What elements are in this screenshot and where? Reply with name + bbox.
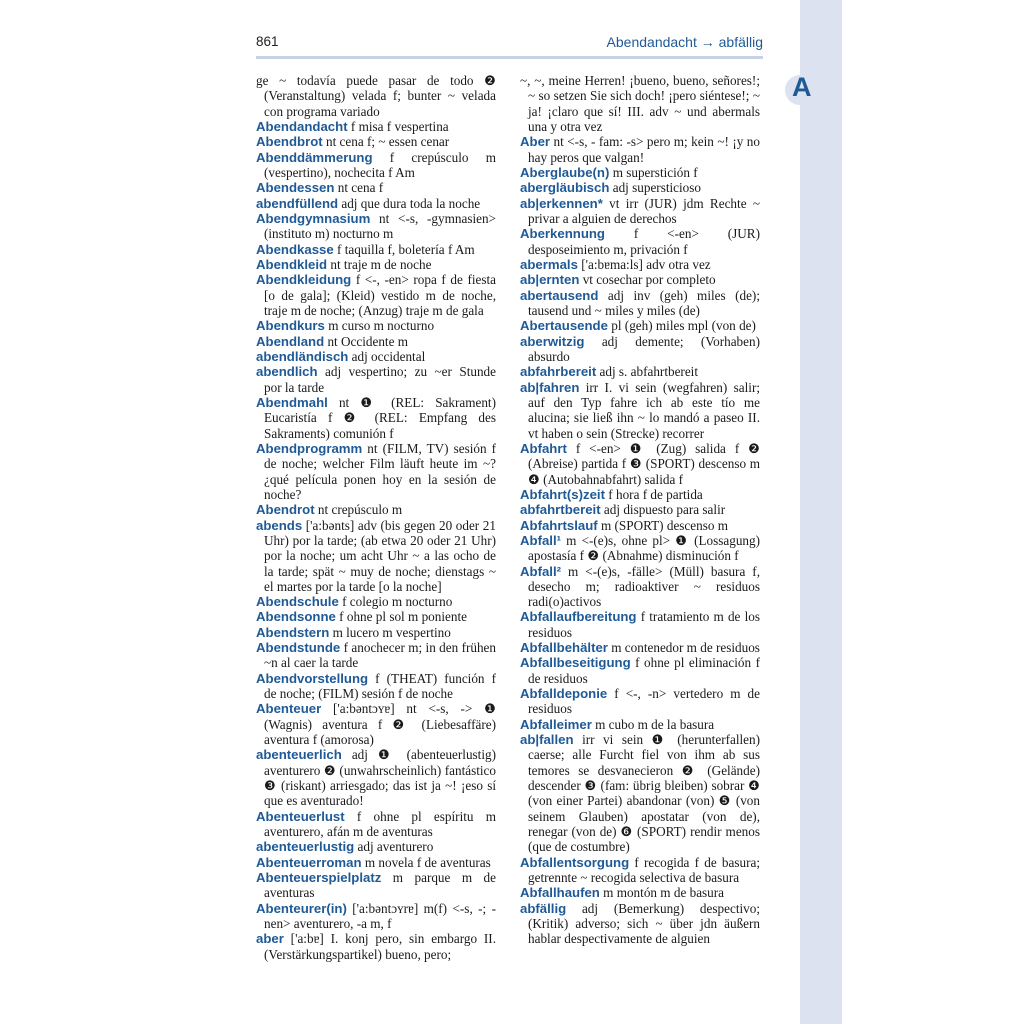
entry-definition: f anochecer m; in den frühen ~n al caer la tarde [264, 640, 496, 671]
entry-headword: ab|fallen [520, 732, 574, 748]
dictionary-entry [256, 180, 496, 195]
entry-headword: abfahrbereit [520, 364, 597, 380]
alphabet-thumb-index [800, 0, 842, 1024]
dictionary-entry [256, 855, 496, 870]
entry-headword: Abfallaufbereitung [520, 609, 637, 625]
entry-definition: adj (Bemerkung) despectivo; (Kritik) adverso; sich ~ über jdn äußern hablar despectivamente de alguien [528, 900, 760, 947]
dictionary-entry [520, 364, 760, 379]
entry-definition: adj demente; (Vorhaben) absurdo [528, 333, 760, 364]
entry-headword: aber [256, 931, 284, 947]
entry-headword: Abendbrot [256, 134, 323, 150]
dictionary-entry [256, 809, 496, 840]
entry-definition: irr vi sein ❶ (herunterfallen) caerse; alle Furcht fiel von ihm ab sus temores se desvanecieron ❷ (Gelände) descender ❸ (fam: übrig bleiben) sobrar ❹ (von einer Partei) abandonar (von) ❺ (von seinem Glauben) apostatar (von de), renegar (von de) ❻ (SPORT) rendir menos (que de costumbre) [528, 732, 760, 855]
entry-definition: adj que dura toda la noche [338, 195, 481, 211]
entry-headword: Abendandacht [256, 118, 348, 134]
entry-headword: Abfallbehälter [520, 640, 608, 656]
entry-definition: adj vespertino; zu ~er Stunde por la tarde [264, 364, 496, 395]
entry-headword: abendfüllend [256, 195, 339, 211]
entry-definition: m curso m nocturno [324, 318, 435, 334]
entry-headword: abendlich [256, 364, 318, 380]
dictionary-entry [256, 901, 496, 932]
entry-definition: nt ❶ (REL: Sakrament) Eucaristía f ❷ (REL: Empfang des Sakraments) comunión f [264, 394, 496, 441]
entry-definition: m parque m de aventuras [264, 870, 496, 901]
entry-definition: f ohne pl espíritu m aventurero, afán m de aventuras [264, 808, 496, 840]
entry-definition: nt traje m de noche [327, 256, 432, 272]
entry-headword: Abendstern [256, 624, 330, 640]
dictionary-entry [520, 288, 760, 319]
entry-headword: Abfall² [520, 563, 562, 579]
entry-definition: ['a:bɐma:ls] adv otra vez [577, 256, 711, 272]
dictionary-entry [256, 318, 496, 333]
dictionary-entry [256, 502, 496, 517]
entry-headword: ab|fahren [520, 379, 580, 395]
dictionary-entry [256, 441, 496, 502]
entry-headword: ab|erkennen* [520, 195, 603, 211]
entry-headword: Aber [520, 134, 551, 150]
dictionary-entry [520, 318, 760, 333]
dictionary-entry [520, 901, 760, 947]
entry-headword: Aberkennung [520, 226, 605, 242]
entry-definition: m contenedor m de residuos [607, 640, 760, 656]
running-head: Abendandacht → abfällig [606, 34, 763, 50]
entry-definition: m novela f de aventuras [361, 854, 491, 870]
entry-definition: f <-, -n> vertedero m de residuos [528, 686, 760, 717]
entry-headword: Abendessen [256, 180, 335, 196]
entry-definition: m lucero m vespertino [329, 624, 451, 640]
dictionary-entry [256, 518, 496, 595]
right-column [520, 73, 760, 947]
entry-headword: Abfallbeseitigung [520, 655, 631, 671]
dictionary-entry [520, 732, 760, 855]
entry-definition: f hora f de partida [605, 486, 703, 502]
dictionary-entry [520, 717, 760, 732]
dictionary-entry [520, 518, 760, 533]
dictionary-entry [256, 671, 496, 702]
entry-headword: Abendkleid [256, 256, 328, 272]
entry-definition: ~, ~, meine Herren! ¡bueno, bueno, señores!; ~ so setzen Sie sich doch! ¡pero siéntese!; ~ ja! ¡claro que sí! III. adv ~ und abermals una y otra vez [520, 73, 760, 134]
dictionary-entry [256, 334, 496, 349]
dictionary-entry [520, 134, 760, 165]
entry-headword: Abendkurs [256, 318, 325, 334]
entry-definition: f recogida f de basura; getrennte ~ recogida selectiva de basura [528, 854, 760, 886]
dictionary-entry [520, 885, 760, 900]
entry-headword: Abfallhaufen [520, 885, 600, 901]
entry-definition: adj inv (geh) miles (de); tausend und ~ miles y miles (de) [528, 287, 760, 318]
entry-definition: adj s. abfahrtbereit [596, 364, 699, 380]
entry-headword: Abendkasse [256, 241, 334, 257]
dictionary-entry [256, 242, 496, 257]
entry-headword: Abfalldeponie [520, 686, 608, 702]
entry-headword: Abfallentsorgung [520, 854, 630, 870]
entry-headword: Abfall¹ [520, 532, 562, 548]
dictionary-entry [256, 364, 496, 395]
page-number: 861 [256, 34, 279, 49]
entry-headword: Abendkleidung [256, 272, 352, 288]
dictionary-entry [520, 487, 760, 502]
dictionary-entry [256, 931, 496, 962]
entry-definition: adj dispuesto para salir [600, 502, 726, 518]
entry-definition: adj occidental [348, 348, 426, 364]
entry-definition: f crepúsculo m (vespertino), nochecita f Am [264, 149, 496, 180]
dictionary-entry [256, 625, 496, 640]
entry-definition: pl (geh) miles mpl (von de) [607, 318, 756, 334]
dictionary-entry [256, 395, 496, 441]
dictionary-entry [256, 257, 496, 272]
entry-definition: f ohne pl sol m poniente [335, 609, 467, 625]
dictionary-entry [520, 272, 760, 287]
entry-headword: Abendsonne [256, 609, 336, 625]
dictionary-entry [520, 502, 760, 517]
entry-definition: m superstición f [609, 164, 698, 180]
entry-headword: Aberglaube(n) [520, 164, 610, 180]
left-column [256, 73, 496, 962]
entry-definition: nt cena f [334, 180, 384, 196]
dictionary-entry [256, 640, 496, 671]
dictionary-entry [520, 655, 760, 686]
dictionary-entry [256, 119, 496, 134]
entry-headword: Abfahrtslauf [520, 517, 598, 533]
entry-headword: abenteuerlich [256, 747, 342, 763]
entry-definition: irr I. vi sein (wegfahren) salir; auf den Typ fahre ich ab este tío me alucina; sie ließ ihn ~ lo mandó a paseo II. vt haben o sein (Strecke) recorrer [528, 379, 760, 441]
entry-definition: nt cena f; ~ essen cenar [322, 134, 450, 150]
entry-headword: Abendstunde [256, 640, 341, 656]
dictionary-entry [520, 73, 760, 134]
entry-headword: Abfahrt(s)zeit [520, 486, 605, 502]
dictionary-entry [256, 609, 496, 624]
entry-definition: adj supersticioso [609, 180, 701, 196]
dictionary-entry [520, 855, 760, 886]
entry-headword: Abendprogramm [256, 440, 363, 456]
entry-headword: Abenteuerroman [256, 854, 362, 870]
entry-headword: Abertausende [520, 318, 608, 334]
dictionary-entry [256, 349, 496, 364]
dictionary-entry [520, 609, 760, 640]
dictionary-entry [520, 686, 760, 717]
dictionary-entry [520, 257, 760, 272]
entry-headword: abenteuerlustig [256, 839, 355, 855]
dictionary-entry [520, 180, 760, 195]
dictionary-entry [256, 701, 496, 747]
dictionary-entry [520, 564, 760, 610]
dictionary-entry [256, 594, 496, 609]
entry-headword: Abendgymnasium [256, 210, 371, 226]
entry-definition: m <-(e)s, -fälle> (Müll) basura f, desecho m; radioaktiver ~ residuos radi(o)activos [528, 563, 760, 610]
dictionary-entry [256, 196, 496, 211]
entry-headword: ab|ernten [520, 272, 580, 288]
dictionary-entry [520, 334, 760, 365]
entry-definition: nt <-s, -gymnasien> (instituto m) nocturno m [264, 210, 496, 242]
entry-definition: nt (FILM, TV) sesión f de noche; welcher Film läuft heute im ~? ¿qué película ponen hoy en la sesión de noche? [264, 440, 496, 502]
entry-definition: ['a:bəntɔʏɐ] nt <-s, -> ❶ (Wagnis) aventura f ❷ (Liebesaffäre) aventura f (amorosa) [264, 701, 496, 748]
entry-headword: Abfalleimer [520, 716, 592, 732]
entry-definition: ['a:bəntɔʏrɐ] m(f) <-s, -; -nen> aventurero, -a m, f [264, 900, 496, 932]
entry-definition: f <-en> (JUR) desposeimiento m, privación f [528, 226, 760, 257]
entry-headword: abfahrtbereit [520, 502, 601, 518]
entry-definition: ['a:bɐ] I. konj pero, sin embargo II. (Verstärkungspartikel) bueno, pero; [264, 931, 496, 962]
entry-headword: abermals [520, 256, 578, 272]
dictionary-entry [520, 196, 760, 227]
entry-definition: f taquilla f, boletería f Am [333, 241, 475, 257]
dictionary-entry [520, 226, 760, 257]
entry-definition: ['a:bənts] adv (bis gegen 20 oder 21 Uhr) por la tarde; (ab etwa 20 oder 21 Uhr) por la noche; um acht Uhr ~ a las ocho de la tarde; spät ~ muy de noche; dienstags ~ el martes por la tarde [o la noche] [264, 517, 496, 594]
entry-headword: Abenteurer(in) [256, 900, 347, 916]
entry-headword: Abendrot [256, 502, 315, 518]
entry-headword: Abendland [256, 333, 325, 349]
entry-definition: nt <-s, - fam: -s> pero m; kein ~! ¡y no hay peros que valgan! [528, 134, 760, 165]
entry-headword: Abenddämmerung [256, 149, 373, 165]
dictionary-entry [256, 150, 496, 181]
entry-definition: f <-, -en> ropa f de fiesta [o de gala]; (Kleid) vestido m de noche, traje m de noche; (Anzug) traje m de gala [264, 272, 496, 318]
dictionary-entry [256, 747, 496, 808]
dictionary-entry [256, 870, 496, 901]
entry-definition: nt Occidente m [324, 333, 408, 349]
entry-headword: abendländisch [256, 348, 349, 364]
entry-definition: ge ~ todavía puede pasar de todo ❷ (Veranstaltung) velada f; bunter ~ velada con programa variado [256, 73, 496, 119]
dictionary-entry [256, 73, 496, 119]
entry-definition: m cubo m de la basura [591, 716, 715, 732]
entry-headword: Abenteuerspielplatz [256, 870, 382, 886]
entry-definition: f (THEAT) función f de noche; (FILM) sesión f de noche [264, 670, 496, 702]
dictionary-entry [520, 165, 760, 180]
entry-definition: f tratamiento m de los residuos [528, 609, 760, 640]
dictionary-entry [256, 211, 496, 242]
entry-headword: abergläubisch [520, 180, 610, 196]
dictionary-entry [256, 272, 496, 318]
entry-headword: Abendmahl [256, 394, 328, 410]
entry-definition: vt cosechar por completo [579, 272, 716, 288]
entry-headword: Abenteuer [256, 701, 322, 717]
entry-definition: m (SPORT) descenso m [597, 517, 729, 533]
dictionary-entry [256, 134, 496, 149]
entry-definition: vt irr (JUR) jdm Rechte ~ privar a alguien de derechos [528, 195, 760, 226]
entry-headword: Abenteuerlust [256, 808, 345, 824]
entry-headword: abends [256, 517, 303, 533]
entry-headword: Abfahrt [520, 440, 567, 456]
entry-headword: abfällig [520, 900, 567, 916]
entry-definition: f ohne pl eliminación f de residuos [528, 655, 760, 686]
dictionary-entry [256, 839, 496, 854]
letter-tab-label: A [792, 72, 812, 102]
entry-definition: m montón m de basura [599, 885, 725, 901]
entry-definition: m <-(e)s, ohne pl> ❶ (Lossagung) apostasía f ❷ (Abnahme) disminución f [528, 532, 760, 564]
dictionary-entry [520, 533, 760, 564]
entry-definition: adj ❶ (abenteuerlustig) aventurero ❷ (unwahrscheinlich) fantástico ❸ (riskant) arriesgado; das ist ja ~! ¡eso sí que es aventurado! [264, 747, 496, 809]
entry-definition: adj aventurero [354, 839, 434, 855]
entry-definition: f colegio m nocturno [338, 594, 453, 610]
dictionary-entry [520, 441, 760, 487]
entry-definition: f misa f vespertina [347, 118, 449, 134]
dictionary-entry [520, 640, 760, 655]
entry-headword: Abendvorstellung [256, 670, 369, 686]
entry-headword: Abendschule [256, 594, 339, 610]
entry-headword: abertausend [520, 287, 599, 303]
header-rule [256, 56, 763, 59]
dictionary-entry [520, 380, 760, 441]
entry-headword: aberwitzig [520, 333, 585, 349]
entry-definition: nt crepúsculo m [314, 502, 403, 518]
entry-definition: f <-en> ❶ (Zug) salida f ❷ (Abreise) partida f ❸ (SPORT) descenso m ❹ (Autobahnabfahrt) salida f [528, 440, 760, 487]
